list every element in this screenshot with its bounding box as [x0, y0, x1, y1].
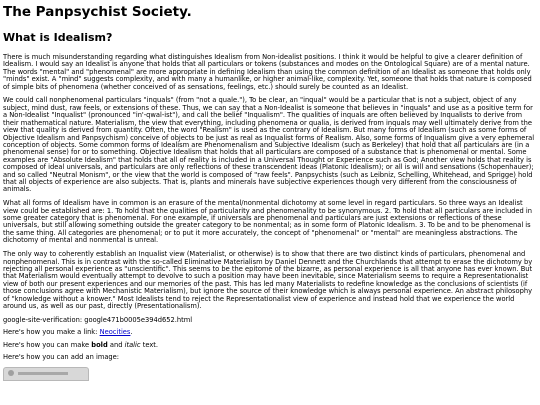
example-image	[3, 367, 89, 381]
verification-text: google-site-verification: google471b0005e394d652.html	[3, 315, 193, 324]
paragraph-3: What all forms of Idealism have in common is an erasure of the mental/nonmental dichotomy at some level in regard particulars. So three ways an Idealist view could be established are: 1. To hold that the qualities of particularity and phenomenality to be synonymous. 2. To hold that all particulars are included in some greater category that is phenomenal. For one example, if universals are phenomenal and particulars are just extensions or reflections of these universals, but still allowing something outside the greater category to be nonmental; as in some form of Platonic Idealism. 3. To be and to be phenomenal is the same thing. All categories are phenomenal; or to put it more accurately, the concept of "phenomenal" or "mental" are meaningless abstractions. The dichotomy of mental and nonmental is unreal.	[3, 199, 533, 245]
link-example-suffix: .	[130, 328, 133, 337]
paragraph-1: There is much misunderstanding regarding what distinguishes Idealism from Non-idealist positions. I think it would be helpful to give a clearer definition of Idealism. I would say an Idealist is anyone that holds that all particulars or tokens (substances and modes on the Ontological Square) are of a mental nature. The words "mental" and "phenomenal" are more appropriate in defining Idealism than using the common definition of an Idealist as someone that holds only "minds" exist. A "mind" suggests complexity, and with many a humanlike, or higher animal-like, complexity. Yet, someone that holds that nature is composed of simple bits of phenomena (whether conceived of as sensations, feelings, etc.) should surely be counted as an Idealist.	[3, 52, 532, 91]
link-example-prefix: Here's how you make a link:	[3, 328, 100, 337]
format-example-prefix: Here's how you can make	[3, 340, 92, 349]
format-example-middle: and	[107, 340, 125, 349]
image-example-line: Here's how you can add an image:	[3, 353, 120, 362]
neocities-link[interactable]: Neocities	[99, 328, 131, 337]
bold-example: bold	[91, 340, 108, 349]
paragraph-2: We could call nonphenomenal particulars "inquals" (from "not a quale."), To be clear, an "inqual" would be a particular that is not a subject, object of any subject, mind dust, raw feels, or extensions of these. Thus, we can say that a Non-Idealist is someone that believes in "inquals" and use as a positive term for a Non-Idealist "Inqualist" (pronounced "in'-qwal-ist"), and call the belief "Inqualism". The qualities of inquals are often believed by Inqualists to derive from their mathematical nature. Materialism, the view that everything, including phenomena or qualia, is derived from inquals may well ultimately derive from the view that quality is derived from quantity. Often, the word "Realism" is used as the contrary of Idealism. But many forms of Idealism (such as some forms of Objective Idealism and Panpsychism) conceive of objects to be just as real as Inqualist forms of Realism. Also, some forms of Inqualism give a very ephemeral conception of objects. Some common forms of Idealism are Phenomenalism and Subjective Idealism (such as Berkeley) that hold that all particulars are (in a phenomenal sense) for or to something. Objective Idealism that holds that all particulars are composed of a substance that is phenomenal or mental. Some examples are "Absolute Idealism" that holds that all of reality is included in a Universal Thought or Experience such as God; Another view holds that reality is composed of ideal universals, and particulars are only reflections of these transcendent ideas (Platonic Idealism); or all is will and sensations (Schopenhauer); and so called "Neutral Monism", or the view that the world is composed of "raw feels". Panpsychists (such as Leibniz, Schelling, Whitehead, and Sprigge) hold that all objects of experience are also subjects. That is, plants and minerals have subjective experiences though very different from the consciousness of animals.	[3, 96, 535, 194]
link-example-line	[3, 329, 537, 336]
page-heading: What is Idealism?	[3, 30, 113, 44]
italic-example: italic	[124, 340, 141, 349]
image-icon	[8, 370, 14, 376]
format-example-suffix: text.	[140, 340, 159, 349]
site-title: The Panpsychist Society.	[3, 4, 192, 20]
paragraph-4: The only way to coherently establish an Inqualist view (Materialist, or otherwise) is to show that there are two distinct kinds of particulars, phenomenal and nonphenomenal. This is in contrast with the so-called Eliminative Materialism by Daniel Dennett and the Churchlands that attempt to erase the dichotomy by rejecting all personal experience as "unscientific". This seems to be the epitome of the bizarre, as personal experience is all that anyone has ever known. But that Materialism would eventually attempt to devolve to such a position may have been inevitable, since Materialism seems to require a Representationalist view of both our present experiences and our memories of the past. This has led many Materialists to redefine knowledge as the conclusions of scientists (if those conclusions agree with Mechanistic Materialism), but ignore the source of their knowledge which is always personal experience. An abstract philosophy of "knowledge without a knower." Most Idealists tend to reject the Representationalist view of experience and instead hold that we experience the world around us, as well as our past, directly (Presentationalism).	[3, 250, 533, 311]
format-example-line	[3, 342, 537, 349]
